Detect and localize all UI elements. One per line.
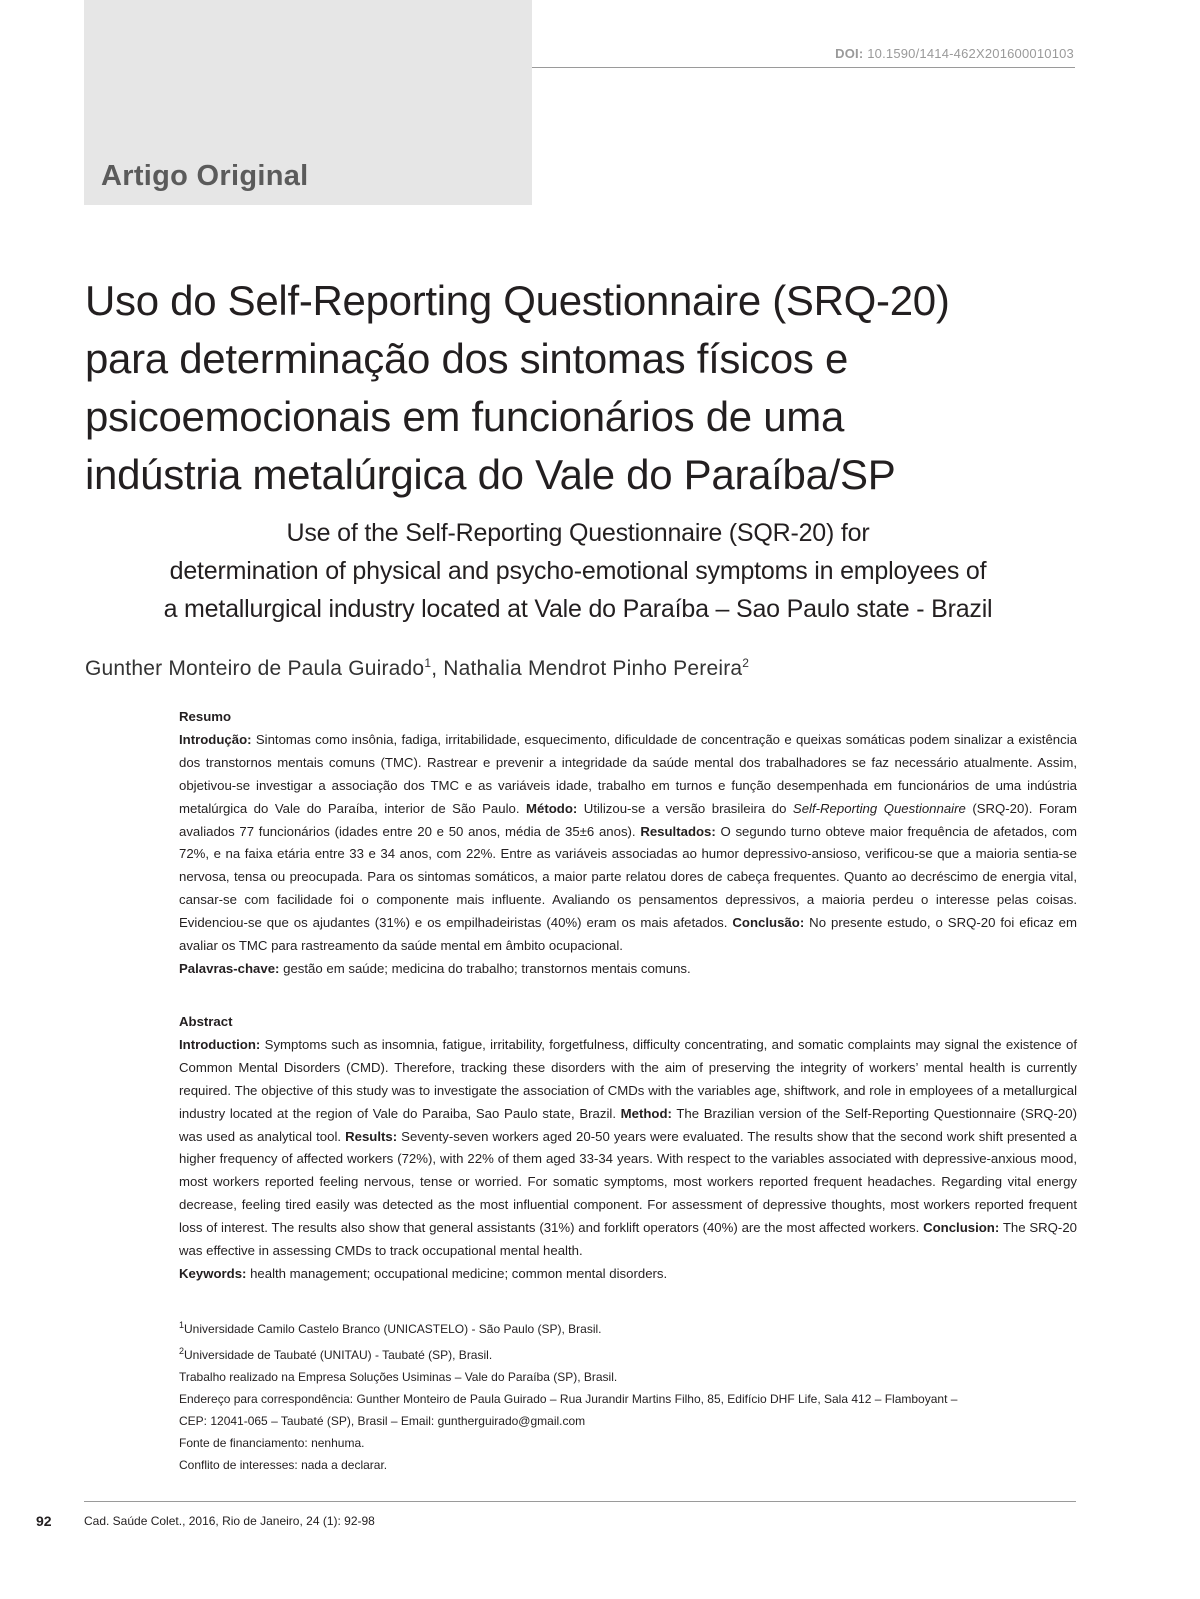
title-pt-line: psicoemocionais em funcionários de uma [85, 393, 844, 440]
abstract-method-text: The Brazilian version of the Self-Reporting Questionnaire (SRQ-20) was used as analytical tool. [179, 1105, 1077, 1144]
abstract-keywords-text: health management; occupational medicine; common mental disorders. [246, 1265, 668, 1281]
title-en-line: Use of the Self-Reporting Questionnaire (SQR-20) for [286, 519, 870, 547]
resumo-conclusion-text: No presente estudo, o SRQ-20 foi eficaz em avaliar os TMC para rastreamento da saúde mental em âmbito ocupacional. [179, 915, 1077, 954]
abstract-keywords-label: Keywords: [179, 1265, 247, 1281]
resumo-method-text-a: Utilizou-se a versão brasileira do [577, 800, 793, 816]
footnote-conflict: Conflito de interesses: nada a declarar. [179, 1458, 388, 1472]
title-pt-line: indústria metalúrgica do Vale do Paraíba/SP [85, 451, 896, 498]
abstract-conclusion-text: The SRQ-20 was effective in assessing CMDs to track occupational mental health. [179, 1220, 1077, 1259]
resumo-results-text: O segundo turno obteve maior frequência de afetados, com 72%, e na faixa etária entre 33 e 34 anos, com 22%. Entre as variáveis associadas ao humor depressivo-ansioso, verificou-se que a maioria sentia-se nervosa, tensa ou preocupada. Para os sintomas somáticos, a maior parte relatou dores de cabeça frequentes. Quanto ao decréscimo de energia vital, cansar-se com facilidade foi o componente mais influente. Avaliando os pensamentos depressivos, a maioria perdeu o interesse pelas coisas. Evidenciou-se que os ajudantes (31%) e os empilhadeiristas (40%) eram os mais afetados. [179, 823, 1077, 931]
resumo-keywords-label: Palavras-chave: [179, 960, 280, 976]
author-2-affiliation: 2 [742, 656, 750, 670]
abstract-method-label: Method: [620, 1105, 672, 1121]
footnote-2-text: Universidade de Taubaté (UNITAU) - Taubaté (SP), Brasil. [184, 1348, 493, 1362]
footnote-2-marker: 2 [179, 1346, 185, 1356]
resumo-keywords-text: gestão em saúde; medicina do trabalho; transtornos mentais comuns. [279, 960, 691, 976]
title-english [78, 514, 1078, 628]
abstract-keywords [179, 1263, 1077, 1286]
resumo-conclusion-label: Conclusão: [732, 915, 805, 931]
header-rule [532, 67, 1075, 68]
resumo-block [179, 706, 1077, 981]
footnote-1-marker: 1 [179, 1320, 185, 1330]
author-separator: , [431, 657, 444, 680]
abstract-intro-label: Introduction: [179, 1036, 261, 1052]
authors [85, 656, 749, 681]
footnotes [179, 1314, 1077, 1476]
resumo-method-label: Método: [526, 800, 578, 816]
abstract-body [179, 1034, 1077, 1263]
resumo-heading: Resumo [179, 709, 232, 724]
title-en-line: a metallurgical industry located at Vale do Paraíba – Sao Paulo state - Brazil [163, 595, 993, 623]
doi [835, 46, 1074, 61]
abstract-results-text: Seventy-seven workers aged 20-50 years were evaluated. The results show that the second work shift presented a higher frequency of affected workers (72%), with 22% of them aged 33-34 years. With respect to the variables associated with depressive-anxious mood, most workers reported feeling nervous, tense or worried. For somatic symptoms, most workers reported frequent headaches. Regarding vital energy decrease, feeling tired easily was detected as the most influential component. For assessment of depressive thoughts, most workers reported frequent loss of interest. The results also show that general assistants (31%) and forklift operators (40%) are the most affected workers. [179, 1128, 1078, 1236]
resumo-method-italic: Self-Reporting Questionnaire [792, 800, 966, 816]
title-pt-line: para determinação dos sintomas físicos e [85, 335, 849, 382]
footer-rule [84, 1501, 1076, 1502]
resumo-results-label: Resultados: [640, 823, 716, 839]
footnote-funding: Fonte de financiamento: nenhuma. [179, 1436, 365, 1450]
author-1-affiliation: 1 [424, 656, 432, 670]
footnote-1-text: Universidade Camilo Castelo Branco (UNICASTELO) - São Paulo (SP), Brasil. [184, 1322, 602, 1336]
abstract-block [179, 1011, 1077, 1286]
title-pt-line: Uso do Self-Reporting Questionnaire (SRQ-20) [85, 277, 950, 324]
resumo-method-text-b: (SRQ-20). Foram avaliados 77 funcionários (idades entre 20 e 50 anos, média de 35±6 anos). [179, 800, 1077, 839]
resumo-body [179, 729, 1077, 958]
footnote-affiliation-2 [179, 1340, 1077, 1366]
footnote-address-cont: CEP: 12041-065 – Taubaté (SP), Brasil – Email: guntherguirado@gmail.com [179, 1414, 586, 1428]
resumo-intro-label: Introdução: [179, 731, 252, 747]
abstract-results-label: Results: [345, 1128, 398, 1144]
abstract-intro-text: Symptoms such as insomnia, fatigue, irritability, forgetfulness, difficulty concentrating, and somatic complaints may signal the existence of Common Mental Disorders (CMD). Therefore, tracking these disorders with the aim of preserving the integrity of workers’ mental health is currently required. The objective of this study was to investigate the association of CMDs with the variables age, shiftwork, and role in employees of a metallurgical industry located at the region of Vale do Paraiba, Sao Paulo state, Brazil. [179, 1036, 1077, 1121]
title-en-line: determination of physical and psycho-emotional symptoms in employees of [169, 557, 987, 585]
title-portuguese [85, 272, 1085, 504]
resumo-keywords [179, 958, 1077, 981]
footnote-affiliation-1 [179, 1314, 1077, 1340]
author-2: Nathalia Mendrot Pinho Pereira [443, 657, 743, 680]
author-1: Gunther Monteiro de Paula Guirado [85, 657, 425, 680]
section-label: Artigo Original [101, 160, 309, 192]
page-number: 92 [36, 1513, 52, 1529]
footnote-address: Endereço para correspondência: Gunther Monteiro de Paula Guirado – Rua Jurandir Martins Filho, 85, Edifício DHF Life, Sala 412 – Flamboyant – [179, 1392, 958, 1406]
resumo-intro-text: Sintomas como insônia, fadiga, irritabilidade, esquecimento, dificuldade de concentração e queixas somáticas podem sinalizar a existência dos transtornos mentais comuns (TMC). Rastrear e prevenir a integridade da saúde mental dos trabalhadores se faz necessário atualmente. Assim, objetivou-se investigar a associação dos TMC e as variáveis idade, trabalho em turnos e função desempenhada em funcionários de uma indústria metalúrgica do Vale do Paraíba, interior de São Paulo. [179, 731, 1077, 816]
abstract-conclusion-label: Conclusion: [923, 1220, 1000, 1236]
footnote-work-location: Trabalho realizado na Empresa Soluções Usiminas – Vale do Paraíba (SP), Brasil. [179, 1370, 618, 1384]
abstract-heading: Abstract [179, 1014, 233, 1029]
doi-value: 10.1590/1414-462X201600010103 [863, 46, 1074, 61]
doi-label: DOI: [835, 46, 864, 61]
journal-citation: Cad. Saúde Colet., 2016, Rio de Janeiro, 24 (1): 92-98 [84, 1514, 375, 1528]
